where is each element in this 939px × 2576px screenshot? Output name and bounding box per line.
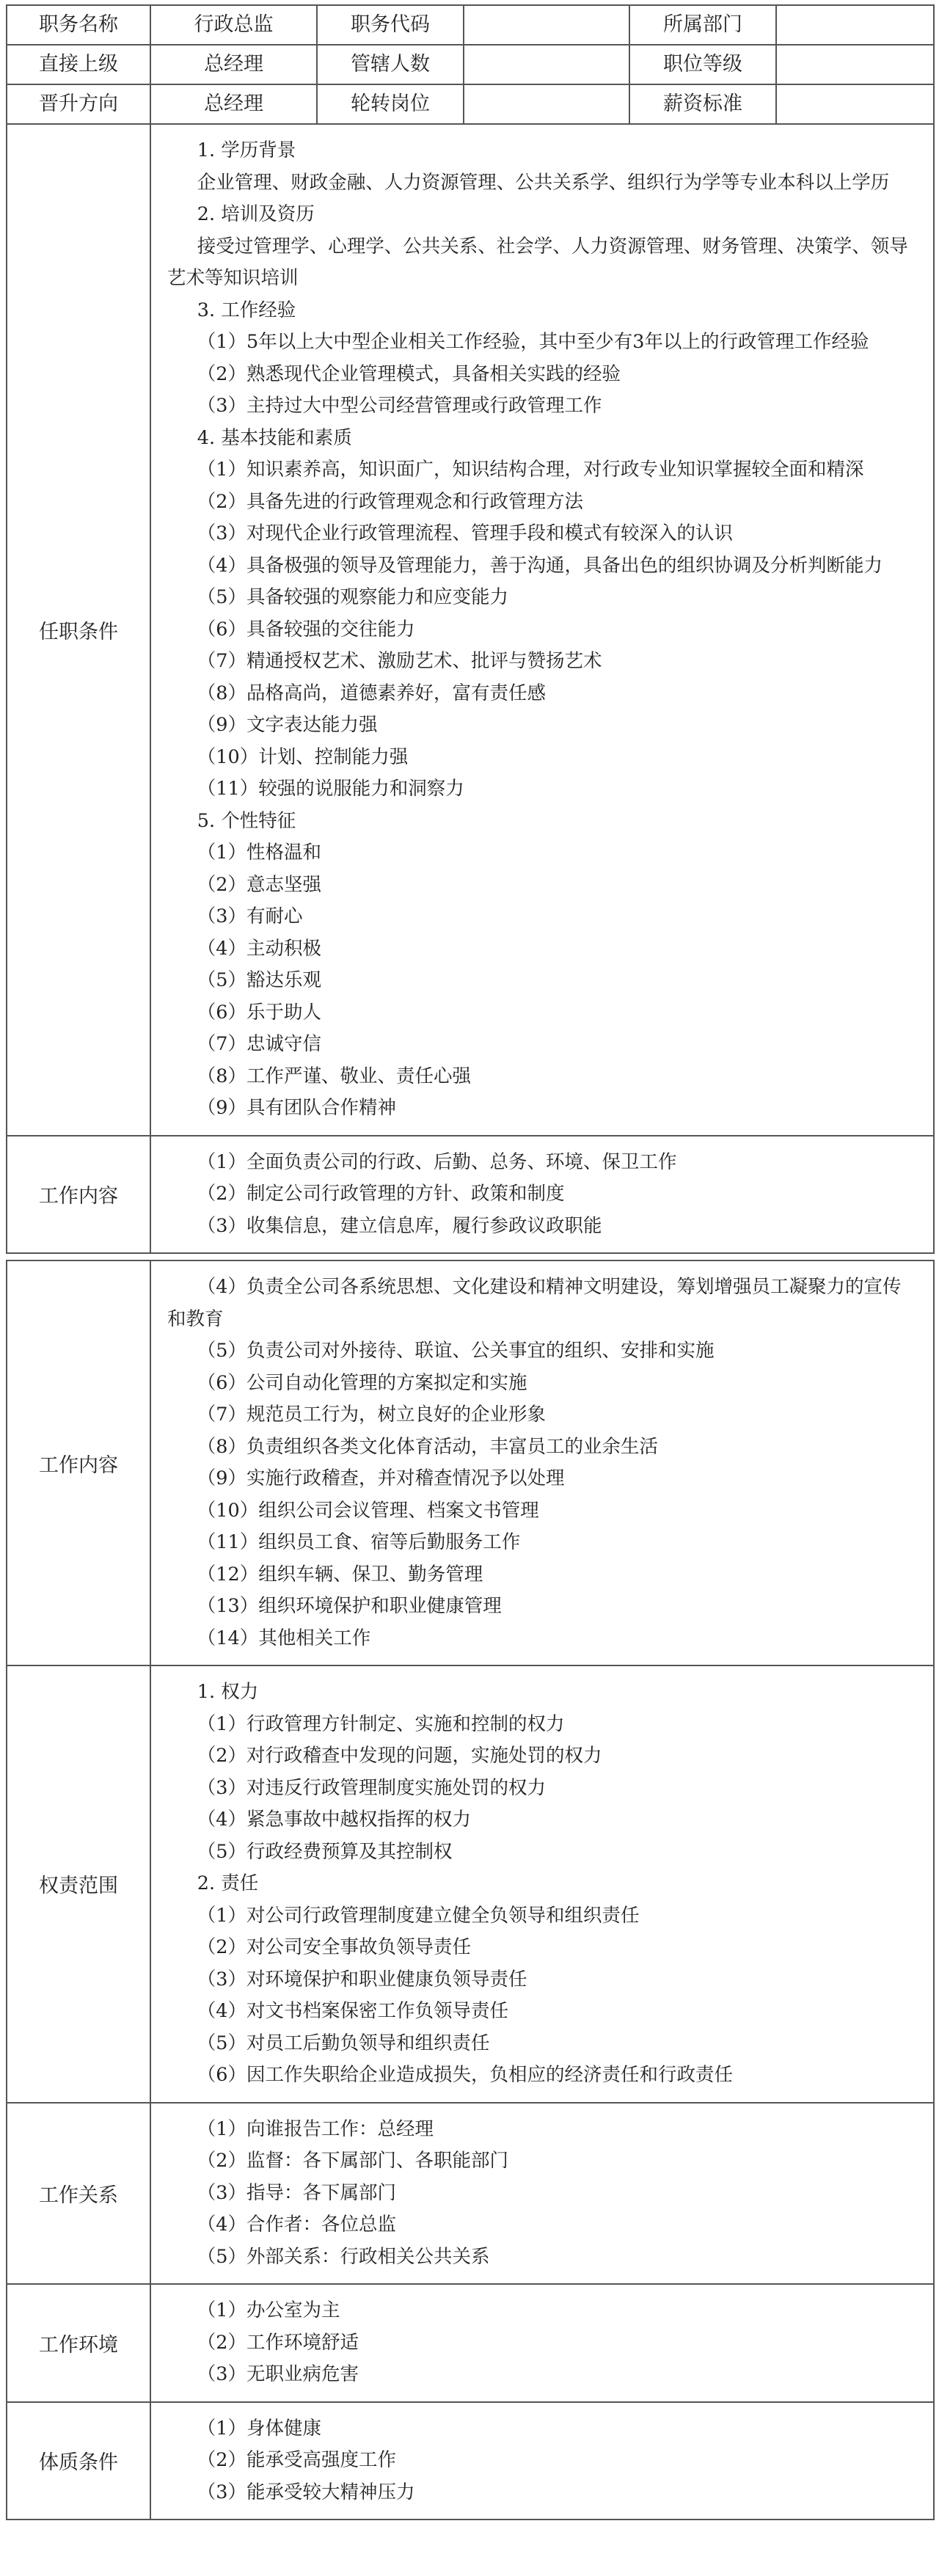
content-line: 1. 学历背景: [197, 139, 296, 161]
content-line: 2. 责任: [197, 1872, 259, 1894]
content-line: （1）性格温和: [197, 842, 322, 864]
content-line: 2. 培训及资历: [197, 203, 315, 225]
content-line: （4）负责全公司各系统思想、文化建设和精神文明建设，筹划增强员工凝聚力的宣传和教育: [167, 1276, 902, 1330]
section-label: 工作内容: [7, 1260, 150, 1665]
content-line: （5）豁达乐观: [197, 969, 322, 991]
content-line: 5. 个性特征: [197, 809, 296, 832]
content-line: （4）对文书档案保密工作负领导责任: [197, 2000, 509, 2022]
content-line: （3）对现代企业行政管理流程、管理手段和模式有较深入的认识: [197, 522, 734, 544]
content-line: （9）实施行政稽查，并对稽查情况予以处理: [197, 1467, 565, 1489]
job-description-table-part-2: [6, 1260, 935, 2520]
header-value-cell: 总经理: [150, 84, 317, 124]
header-label-cell: 轮转岗位: [317, 84, 464, 124]
content-line: （3）收集信息，建立信息库，履行参政议政职能: [197, 1214, 602, 1237]
content-line: （11）较强的说服能力和洞察力: [197, 778, 464, 800]
section-row: [7, 2402, 934, 2520]
content-line: （1）身体健康: [197, 2417, 322, 2440]
content-line: 4. 基本技能和素质: [197, 426, 352, 449]
content-line: （5）具备较强的观察能力和应变能力: [197, 586, 509, 608]
content-line: （1）向谁报告工作：总经理: [197, 2117, 434, 2140]
section-row: [7, 1136, 934, 1254]
content-line: （13）组织环境保护和职业健康管理: [197, 1595, 502, 1617]
content-line: （1）行政管理方针制定、实施和控制的权力: [197, 1712, 565, 1735]
header-label-cell: 职务代码: [317, 5, 464, 45]
content-line: （3）无职业病危害: [197, 2363, 359, 2385]
content-line: （2）能承受高强度工作: [197, 2449, 397, 2471]
content-line: （6）因工作失职给企业造成损失，负相应的经济责任和行政责任: [197, 2064, 734, 2086]
content-line: （10）计划、控制能力强: [197, 745, 409, 768]
content-line: （10）组织公司会议管理、档案文书管理: [197, 1499, 539, 1522]
content-line: （12）组织车辆、保卫、勤务管理: [197, 1563, 483, 1586]
section-content: [150, 2103, 934, 2285]
content-line: （11）组织员工食、宿等后勤服务工作: [197, 1531, 521, 1553]
header-value-cell: [464, 5, 629, 45]
section-content: [150, 2284, 934, 2402]
content-line: （1）5年以上大中型企业相关工作经验，其中至少有3年以上的行政管理工作经验: [197, 331, 869, 353]
content-line: （1）对公司行政管理制度建立健全负领导和组织责任: [197, 1904, 640, 1927]
header-value-cell: [776, 5, 934, 45]
content-line: （7）精通授权艺术、激励艺术、批评与赞扬艺术: [197, 650, 602, 672]
content-line: （4）合作者：各位总监: [197, 2214, 397, 2236]
header-row-reports-to: [7, 45, 934, 84]
content-line: （3）主持过大中型公司经营管理或行政管理工作: [197, 395, 602, 417]
content-line: （8）负责组织各类文化体育活动，丰富员工的业余生活: [197, 1435, 659, 1458]
content-line: （9）文字表达能力强: [197, 714, 378, 736]
content-line: （4）紧急事故中越权指挥的权力: [197, 1809, 472, 1831]
section-content: [150, 1260, 934, 1665]
section-content: [150, 124, 934, 1136]
section-content: [150, 2402, 934, 2520]
section-label: 任职条件: [7, 124, 150, 1136]
section-content: [150, 1665, 934, 2103]
header-label-cell: 职务名称: [7, 5, 150, 45]
content-line: （14）其他相关工作: [197, 1627, 371, 1649]
content-line: （4）具备极强的领导及管理能力，善于沟通，具备出色的组织协调及分析判断能力: [197, 554, 883, 577]
content-line: （2）具备先进的行政管理观念和行政管理方法: [197, 490, 584, 513]
section-row: [7, 2103, 934, 2285]
section-label: 工作内容: [7, 1136, 150, 1254]
header-row-promotion-path: [7, 84, 934, 124]
section-label: 工作环境: [7, 2284, 150, 2402]
content-line: （9）具有团队合作精神: [197, 1097, 397, 1119]
content-line: （3）对违反行政管理制度实施处罚的权力: [197, 1776, 547, 1799]
content-line: 接受过管理学、心理学、公共关系、社会学、人力资源管理、财务管理、决策学、领导艺术等知识培训: [167, 235, 908, 289]
content-line: （2）熟悉现代企业管理模式，具备相关实践的经验: [197, 362, 621, 385]
header-value-cell: 总经理: [150, 45, 317, 84]
header-label-cell: 所属部门: [629, 5, 776, 45]
content-line: （1）知识素养高，知识面广，知识结构合理，对行政专业知识掌握较全面和精深: [197, 459, 864, 481]
content-line: （4）主动积极: [197, 937, 322, 960]
header-label-cell: 管辖人数: [317, 45, 464, 84]
section-content: [150, 1136, 934, 1254]
section-row: [7, 2284, 934, 2402]
content-line: （7）忠诚守信: [197, 1033, 322, 1055]
content-line: 1. 权力: [197, 1681, 259, 1703]
content-line: （5）负责公司对外接待、联谊、公关事宜的组织、安排和实施: [197, 1340, 715, 1362]
header-value-cell: [776, 45, 934, 84]
content-line: （2）意志坚强: [197, 873, 322, 896]
job-description-table-part-1: [6, 4, 935, 1254]
content-line: （3）对环境保护和职业健康负领导责任: [197, 1968, 527, 1991]
content-line: （6）乐于助人: [197, 1001, 322, 1024]
header-value-cell: [776, 84, 934, 124]
content-line: （5）对员工后勤负领导和组织责任: [197, 2032, 490, 2054]
content-line: （3）指导：各下属部门: [197, 2181, 397, 2204]
content-line: （7）规范员工行为，树立良好的企业形象: [197, 1404, 547, 1426]
header-value-cell: [464, 45, 629, 84]
section-row: [7, 124, 934, 1136]
content-line: （5）行政经费预算及其控制权: [197, 1840, 453, 1863]
header-label-cell: 晋升方向: [7, 84, 150, 124]
header-value-cell: 行政总监: [150, 5, 317, 45]
content-line: （2）制定公司行政管理的方针、政策和制度: [197, 1183, 565, 1205]
content-line: （2）工作环境舒适: [197, 2331, 359, 2354]
header-label-cell: 薪资标准: [629, 84, 776, 124]
header-value-cell: [464, 84, 629, 124]
header-label-cell: 职位等级: [629, 45, 776, 84]
content-line: （6）公司自动化管理的方案拟定和实施: [197, 1371, 527, 1394]
section-label: 权责范围: [7, 1665, 150, 2103]
content-line: （5）外部关系：行政相关公共关系: [197, 2245, 490, 2268]
header-row-position-name: [7, 5, 934, 45]
content-line: （1）全面负责公司的行政、后勤、总务、环境、保卫工作: [197, 1150, 677, 1173]
content-line: 3. 工作经验: [197, 299, 296, 321]
content-line: （2）对行政稽查中发现的问题，实施处罚的权力: [197, 1745, 602, 1767]
content-line: （1）办公室为主: [197, 2299, 340, 2321]
content-line: （2）对公司安全事故负领导责任: [197, 1936, 472, 1958]
section-row: [7, 1260, 934, 1665]
content-line: （8）工作严谨、敬业、责任心强: [197, 1065, 472, 1087]
content-line: （3）有耐心: [197, 905, 303, 927]
section-label: 工作关系: [7, 2103, 150, 2285]
header-label-cell: 直接上级: [7, 45, 150, 84]
content-line: （8）品格高尚，道德素养好，富有责任感: [197, 682, 547, 704]
content-line: （6）具备较强的交往能力: [197, 618, 415, 641]
content-line: （3）能承受较大精神压力: [197, 2481, 415, 2503]
content-line: 企业管理、财政金融、人力资源管理、公共关系学、组织行为学等专业本科以上学历: [197, 171, 890, 194]
section-label: 体质条件: [7, 2402, 150, 2520]
section-row: [7, 1665, 934, 2103]
content-line: （2）监督：各下属部门、各职能部门: [197, 2150, 509, 2172]
